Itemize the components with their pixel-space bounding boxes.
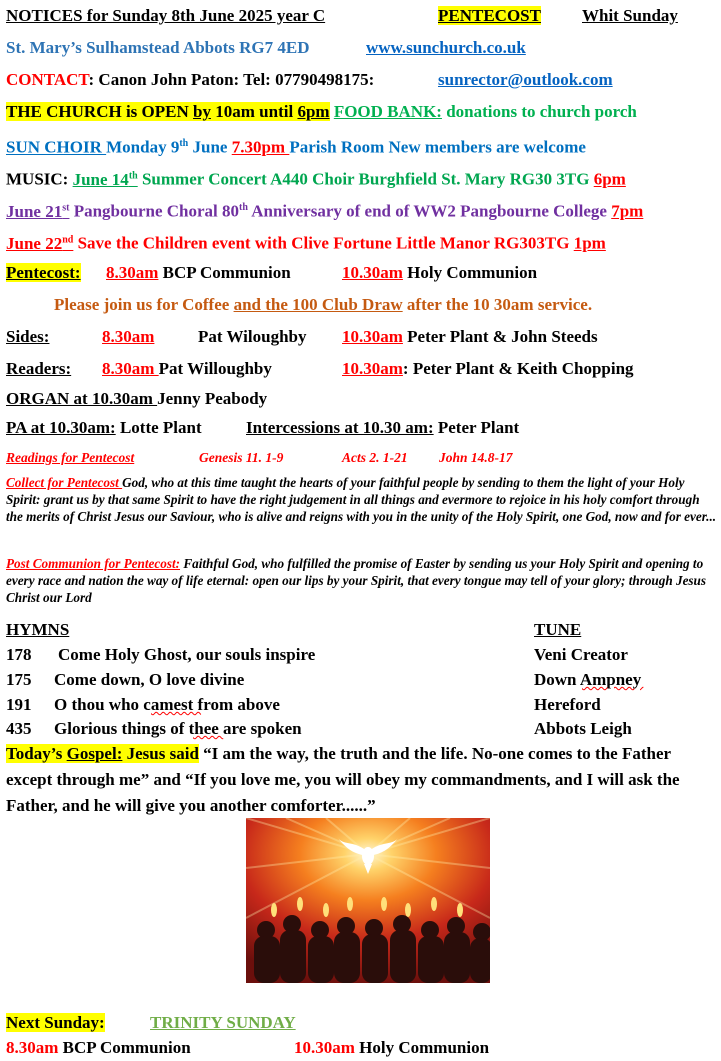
sides-line bbox=[6, 326, 49, 348]
readers-late-names: Peter Plant & Keith Chopping bbox=[408, 359, 634, 378]
music-time: 6pm bbox=[593, 169, 626, 189]
hymn-tune: Hereford bbox=[534, 695, 601, 714]
gospel-word: Gospel: bbox=[66, 744, 123, 763]
service-early bbox=[106, 262, 291, 284]
readers-late-colon: : bbox=[402, 359, 409, 378]
organ-name: Jenny Peabody bbox=[157, 389, 268, 408]
next-sunday-label: Next Sunday: bbox=[6, 1013, 105, 1032]
intercessions bbox=[246, 417, 519, 439]
coffee-line bbox=[54, 294, 592, 316]
june21-line bbox=[6, 197, 643, 223]
readers-late bbox=[342, 358, 634, 380]
reading-3-text: John 14.8-17 bbox=[439, 450, 513, 465]
hymn-tune: Veni Creator bbox=[534, 645, 628, 664]
readings-label: Readings for Pentecost bbox=[6, 450, 135, 465]
pentecost-badge bbox=[438, 5, 541, 27]
hymn-tune: Abbots Leigh bbox=[534, 719, 632, 738]
contact-line bbox=[6, 69, 374, 91]
june21-time: 7pm bbox=[611, 201, 644, 221]
choir-name: SUN CHOIR bbox=[6, 137, 107, 157]
hymn-title-text: Glorious things of thee are spoken bbox=[54, 719, 302, 738]
church-open-text: THE CHURCH is OPEN bbox=[6, 102, 194, 121]
church-open-by: by bbox=[193, 102, 211, 121]
contact-label: CONTACT bbox=[6, 70, 89, 89]
service-late-time: 10.30am bbox=[342, 263, 403, 282]
music-event: Summer Concert A440 Choir Burghfield St. Mary RG30 3TG bbox=[137, 169, 594, 189]
whit-sunday bbox=[582, 5, 678, 27]
food-bank-label: FOOD BANK: bbox=[333, 102, 442, 121]
june22-date bbox=[6, 234, 73, 253]
coffee-after: after the 10 30am service. bbox=[402, 295, 593, 314]
whit-sunday-label: Whit Sunday bbox=[582, 6, 678, 25]
crowd-silhouette bbox=[254, 915, 490, 983]
june21-date-text: June 21 bbox=[6, 201, 63, 221]
church-open-time-text: 10am until bbox=[211, 102, 298, 121]
gospel-highlight bbox=[6, 744, 199, 763]
pa-label: PA at 10.30am: bbox=[6, 418, 116, 437]
organ-line bbox=[6, 388, 267, 410]
choir-details: Parish Room New members are welcome bbox=[289, 137, 586, 157]
pentecost-image bbox=[246, 818, 490, 983]
email-link-text[interactable]: sunrector@outlook.com bbox=[438, 70, 613, 89]
spellcheck-underline bbox=[151, 694, 201, 716]
spellcheck-underline bbox=[582, 669, 652, 691]
hymn-tune bbox=[534, 669, 641, 691]
sides-late-time: 10.30am bbox=[342, 327, 403, 346]
next-services bbox=[6, 1037, 191, 1059]
june21-event-suffix: th bbox=[239, 202, 248, 213]
readers-early-name: Pat Willoughby bbox=[158, 359, 272, 378]
hymn-number: 435 bbox=[6, 719, 32, 738]
gospel-text: “I am the way, the truth and the life. No-one comes to the Father except through me” and “If you love me, you will obey my commandments, and I will ask the Father, and he will give you another comforter......” bbox=[6, 744, 680, 815]
readings-label-wrap bbox=[6, 449, 134, 467]
tune-header bbox=[534, 619, 581, 641]
pentecost-services bbox=[6, 262, 81, 284]
service-late bbox=[342, 262, 537, 284]
hymn-title-text: O thou who camest from above bbox=[54, 695, 280, 714]
readers-early bbox=[102, 358, 272, 380]
june22-event: Save the Children event with Clive Fortune Little Manor RG303TG bbox=[73, 233, 574, 253]
organ-label: ORGAN at 10.30am bbox=[6, 389, 158, 408]
pa-name: Lotte Plant bbox=[115, 418, 202, 437]
coffee-text: Please join us for Coffee bbox=[54, 295, 234, 314]
gospel-said: Jesus said bbox=[122, 744, 199, 763]
trinity-sunday-title: TRINITY SUNDAY bbox=[150, 1013, 296, 1032]
intercessions-name: Peter Plant bbox=[433, 418, 520, 437]
june22-time: 1pm bbox=[573, 233, 606, 253]
contact-name: Canon John Paton: Tel: 07790498175: bbox=[98, 70, 375, 89]
service-early-time: 8.30am bbox=[106, 263, 159, 282]
choir-month: June bbox=[188, 137, 232, 157]
music-date-suffix: th bbox=[128, 170, 138, 181]
june21-event: Pangbourne Choral 80 bbox=[69, 201, 239, 221]
collect-label: Collect for Pentecost bbox=[6, 475, 123, 490]
email-link[interactable] bbox=[438, 69, 613, 91]
post-communion-text: Faithful God, who fulfilled the promise of Easter by sending us your Holy Spirit and opening to every race and nation the way of life eternal: open our lips by your Spirit, that every tongue may tell of your glory; through Jesus Christ our Lord bbox=[6, 556, 707, 605]
june22-date-text: June 22 bbox=[6, 233, 63, 253]
sides-early-name: Pat Wiloughby bbox=[198, 327, 307, 346]
collect-text: God, who at this time taught the hearts of your faithful people by sending to them the light of your Holy Spirit: grant us by that same Spirit to have the right judgement in all things and evermore to rejoice in his holy comfort through the merits of Christ Jesus our Saviour, who is alive and reigns with you in the unity of the Holy Spirit, one God, now and for ever... bbox=[6, 475, 717, 524]
sides-early-name-wrap bbox=[198, 326, 307, 348]
hymn-number: 178 bbox=[6, 645, 32, 664]
reading-3 bbox=[439, 449, 513, 467]
notices-title-line bbox=[6, 5, 325, 27]
next-early-time: 8.30am bbox=[6, 1038, 59, 1057]
readers-line bbox=[6, 358, 71, 380]
readers-early-time: 8.30am bbox=[102, 359, 159, 378]
website-link-text[interactable]: www.sunchurch.co.uk bbox=[366, 38, 526, 57]
june21-date bbox=[6, 202, 69, 221]
church-address bbox=[6, 37, 310, 59]
sides-label: Sides: bbox=[6, 327, 50, 346]
tune-label: TUNE bbox=[534, 620, 582, 639]
choir-time: 7.30pm bbox=[231, 137, 290, 157]
post-communion-paragraph bbox=[6, 555, 718, 606]
gospel-paragraph bbox=[6, 741, 716, 819]
contact-colon: : bbox=[88, 70, 99, 89]
next-sunday bbox=[6, 1012, 105, 1034]
reading-1 bbox=[199, 449, 283, 467]
church-open-close-time: 6pm bbox=[297, 102, 330, 121]
hymn-title bbox=[54, 718, 302, 740]
hymn-title: Come Holy Ghost, our souls inspire bbox=[58, 645, 316, 664]
food-bank-text: donations to church porch bbox=[441, 102, 637, 121]
website-link[interactable] bbox=[366, 37, 526, 59]
next-early-service: BCP Communion bbox=[58, 1038, 191, 1057]
intercessions-label: Intercessions at 10.30 am: bbox=[246, 418, 434, 437]
service-early-name: BCP Communion bbox=[158, 263, 291, 282]
choir-date-suffix: th bbox=[179, 138, 189, 149]
reading-1-text: Genesis 11. 1-9 bbox=[199, 450, 284, 465]
pa-line bbox=[6, 417, 202, 439]
music-line bbox=[6, 165, 626, 191]
next-late-time: 10.30am bbox=[294, 1038, 355, 1057]
next-late bbox=[294, 1037, 489, 1059]
readers-label: Readers: bbox=[6, 359, 72, 378]
music-date-text: June 14 bbox=[72, 169, 129, 189]
hymn-tune-text: Down Ampney bbox=[534, 670, 642, 689]
readers-late-time: 10.30am bbox=[342, 359, 403, 378]
church-open-line bbox=[6, 101, 637, 123]
choir-date: Monday 9 bbox=[106, 137, 180, 157]
choir-line bbox=[6, 133, 586, 159]
reading-2 bbox=[342, 449, 408, 467]
sides-late bbox=[342, 326, 598, 348]
pentecost-label: PENTECOST bbox=[438, 6, 541, 25]
trinity-sunday bbox=[150, 1012, 296, 1034]
services-label: Pentecost: bbox=[6, 263, 81, 282]
gospel-today: Today’s bbox=[6, 744, 67, 763]
club-draw: and the 100 Club Draw bbox=[233, 295, 403, 314]
church-address-text: St. Mary’s Sulhamstead Abbots RG7 4ED bbox=[6, 38, 310, 57]
june22-line bbox=[6, 229, 606, 255]
spellcheck-underline bbox=[193, 718, 223, 740]
music-label: MUSIC: bbox=[6, 169, 73, 189]
hymn-title bbox=[54, 694, 280, 716]
hymns-header bbox=[6, 619, 69, 641]
sides-early bbox=[102, 326, 154, 348]
hymn-number: 191 bbox=[6, 695, 32, 714]
service-late-name: Holy Communion bbox=[402, 263, 538, 282]
notices-title: NOTICES for Sunday 8th June 2025 year C bbox=[6, 6, 326, 25]
hymn-number: 175 bbox=[6, 670, 32, 689]
pentecost-illustration bbox=[246, 818, 490, 983]
hymn-title: Come down, O love divine bbox=[54, 670, 245, 689]
sides-late-names: Peter Plant & John Steeds bbox=[402, 327, 598, 346]
music-date bbox=[73, 170, 138, 189]
collect-paragraph bbox=[6, 474, 718, 525]
church-open-highlight bbox=[6, 102, 330, 121]
hymns-label: HYMNS bbox=[6, 620, 70, 639]
reading-2-text: Acts 2. 1-21 bbox=[342, 450, 408, 465]
june22-date-suffix: nd bbox=[62, 234, 74, 245]
next-late-service: Holy Communion bbox=[354, 1038, 490, 1057]
june21-date-suffix: st bbox=[62, 202, 70, 213]
june21-event-rest: Anniversary of end of WW2 Pangbourne College bbox=[247, 201, 612, 221]
sides-early-time: 8.30am bbox=[102, 327, 155, 346]
post-communion-label: Post Communion for Pentecost: bbox=[6, 556, 181, 571]
